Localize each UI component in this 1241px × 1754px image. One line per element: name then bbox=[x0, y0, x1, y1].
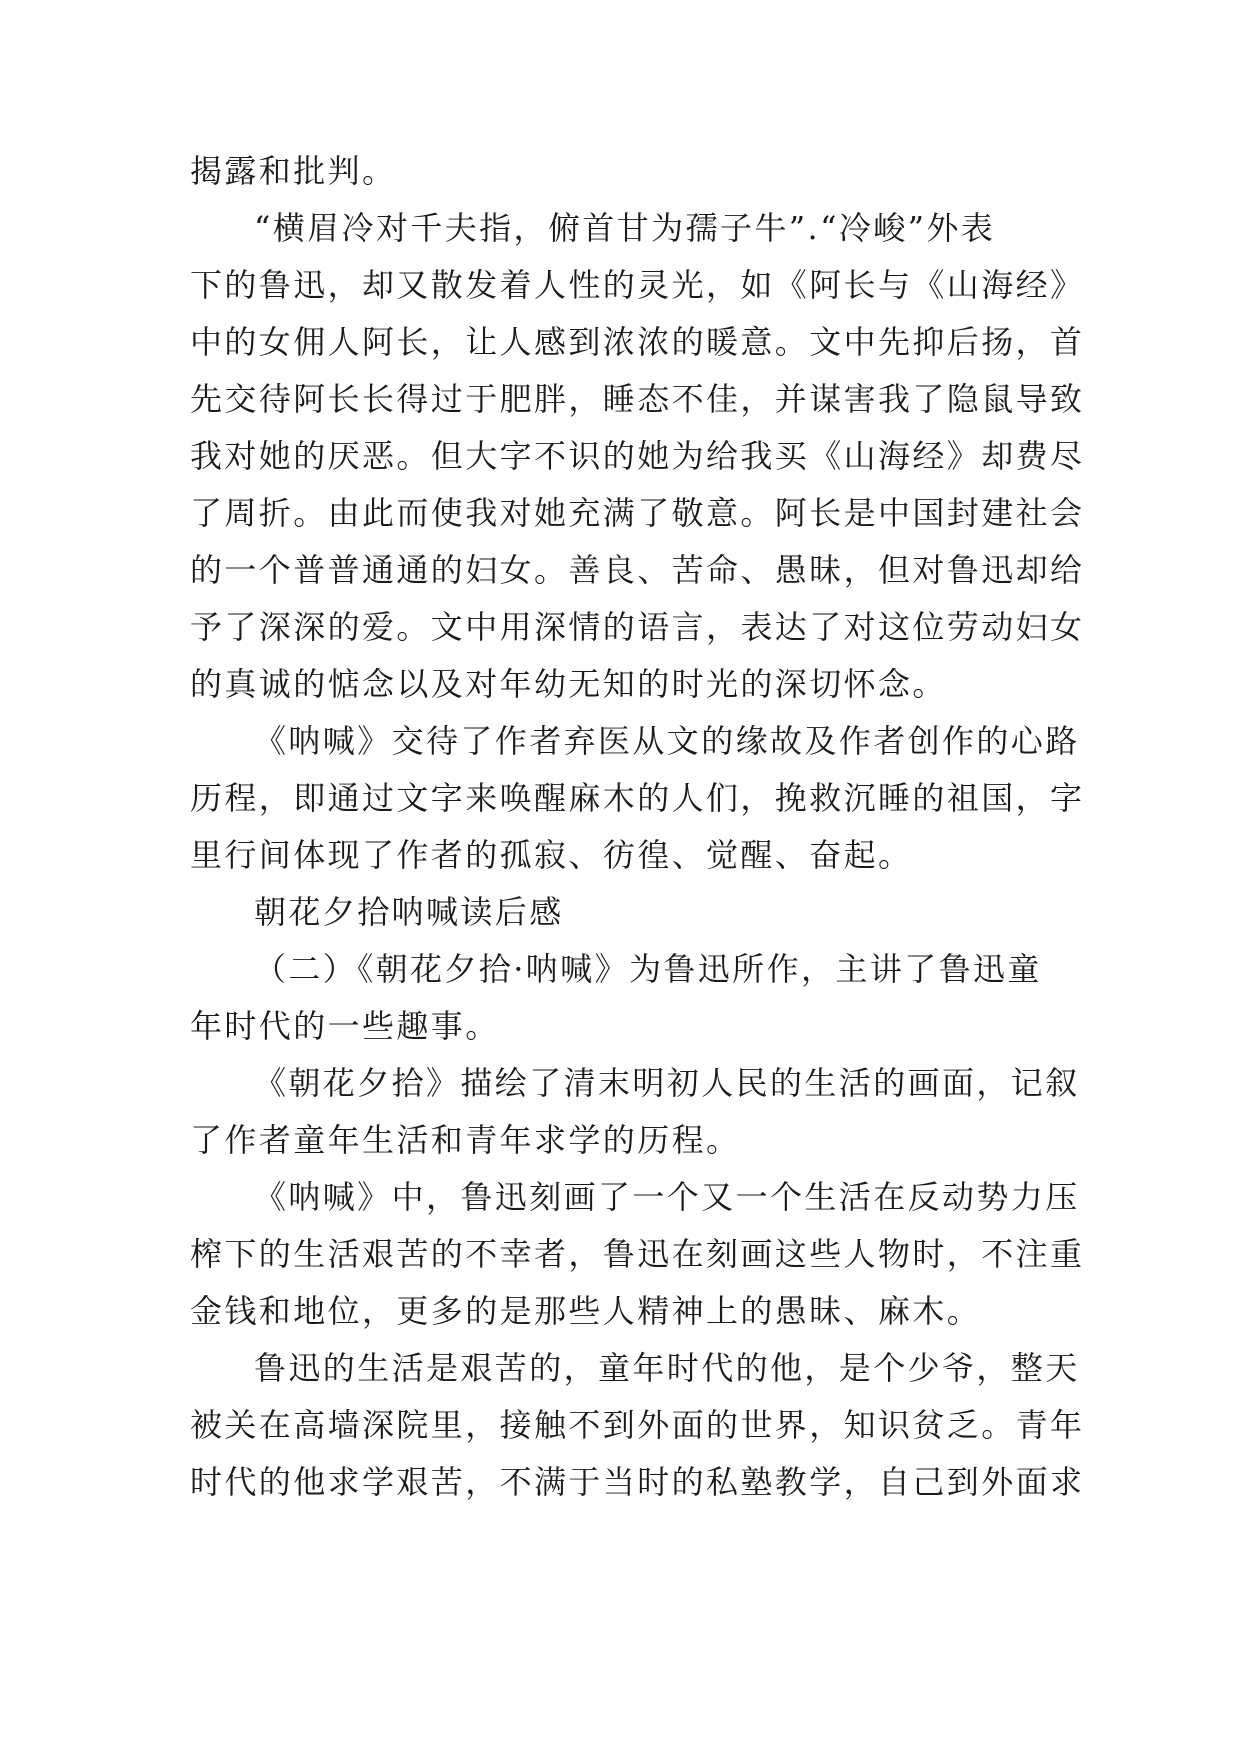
text-line: 历程，即通过文字来唤醒麻木的人们，挽救沉睡的祖国，字 bbox=[190, 779, 1085, 817]
text-line: 《呐喊》中，鲁迅刻画了一个又一个生活在反动势力压 bbox=[254, 1178, 1080, 1216]
text-line: 金钱和地位，更多的是那些人精神上的愚昧、麻木。 bbox=[190, 1292, 982, 1330]
text-line: 予了深深的爱。文中用深情的语言，表达了对这位劳动妇女 bbox=[190, 608, 1085, 646]
text-line: 里行间体现了作者的孤寂、彷徨、觉醒、奋起。 bbox=[190, 836, 913, 874]
text-line: 下的鲁迅，却又散发着人性的灵光，如《阿长与《山海经》 bbox=[190, 266, 1085, 304]
text-line: 的一个普普通通的妇女。善良、苦命、愚昧，但对鲁迅却给 bbox=[190, 551, 1085, 589]
text-line: 榨下的生活艰苦的不幸者，鲁迅在刻画这些人物时，不注重 bbox=[190, 1235, 1085, 1273]
text-line: 揭露和批判。 bbox=[190, 152, 397, 190]
text-line: 中的女佣人阿长，让人感到浓浓的暖意。文中先抑后扬，首 bbox=[190, 323, 1085, 361]
text-line: 我对她的厌恶。但大字不识的她为给我买《山海经》却费尽 bbox=[190, 437, 1085, 475]
text-line: “横眉冷对千夫指，俯首甘为孺子牛”.“冷峻”外表 bbox=[254, 209, 996, 247]
document-body bbox=[190, 143, 1085, 1511]
text-line: 鲁迅的生活是艰苦的，童年时代的他，是个少爷，整天 bbox=[254, 1349, 1080, 1387]
text-line: 《呐喊》交待了作者弃医从文的缘故及作者创作的心路 bbox=[254, 722, 1080, 760]
text-line: （二）《朝花夕拾·呐喊》为鲁迅所作，主讲了鲁迅童 bbox=[254, 950, 1042, 988]
text-line: 时代的他求学艰苦，不满于当时的私塾教学，自己到外面求 bbox=[190, 1463, 1085, 1501]
text-line: 朝花夕拾呐喊读后感 bbox=[254, 893, 564, 931]
text-line: 了周折。由此而使我对她充满了敬意。阿长是中国封建社会 bbox=[190, 494, 1085, 532]
text-line: 《朝花夕拾》描绘了清末明初人民的生活的画面，记叙 bbox=[254, 1064, 1080, 1102]
text-line: 年时代的一些趣事。 bbox=[190, 1007, 500, 1045]
text-line: 被关在高墙深院里，接触不到外面的世界，知识贫乏。青年 bbox=[190, 1406, 1085, 1444]
text-line: 了作者童年生活和青年求学的历程。 bbox=[190, 1121, 741, 1159]
text-line: 的真诚的惦念以及对年幼无知的时光的深切怀念。 bbox=[190, 665, 947, 703]
text-line: 先交待阿长长得过于肥胖，睡态不佳，并谋害我了隐鼠导致 bbox=[190, 380, 1085, 418]
